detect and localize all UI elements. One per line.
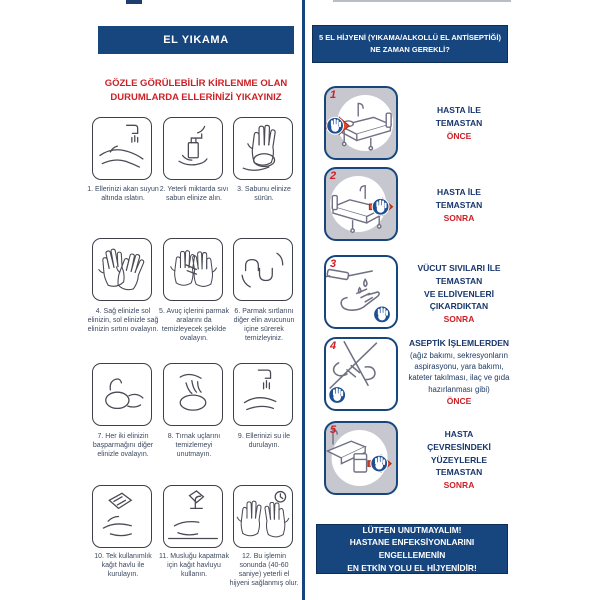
step-11-caption: 11. Musluğu kapatmak için kağıt havluyu kullanın.	[159, 553, 229, 579]
moment-4-line-1: ASEPTİK İŞLEMLERDEN	[408, 338, 510, 348]
moment-5-text	[402, 428, 516, 492]
moment-2-accent: SONRA	[443, 212, 475, 223]
moment-5-line-2: ÇEVRESİNDEKİ	[427, 441, 491, 452]
rub-hand-backs-icon	[93, 239, 151, 300]
reminder-banner	[316, 524, 508, 574]
moment-1-line-2: TEMASTAN	[435, 117, 483, 128]
step-4-figure	[92, 238, 152, 301]
fingertips-scrub-icon	[164, 364, 222, 425]
moment-5-line-1: HASTA	[444, 429, 474, 439]
iv-lines-hands-icon	[326, 339, 396, 409]
moment-2-text	[402, 186, 516, 224]
finger-backs-icon	[234, 239, 292, 300]
moment-4-text	[402, 337, 516, 408]
moment-4-sub-2: aspirasyonu, yara bakımı,	[414, 362, 504, 372]
step-2-figure	[163, 117, 223, 180]
moment-4-figure	[324, 337, 398, 411]
hand-hygiene-badge-icon	[374, 306, 391, 323]
moment-4-sub-1: (ağız bakımı, sekresyonların	[410, 350, 508, 360]
bedside-surfaces-arrow-icon	[326, 423, 396, 493]
right-title-line-1: 5 EL HİJYENİ (YIKAMA/ALKOLLÜ EL ANTİSEPTİĞİ)	[319, 33, 501, 43]
banner-line-3: EN ETKİN YOLU EL HİJYENİDİR!	[347, 562, 477, 573]
banner-line-2: HASTANE ENFEKSİYONLARINI ENGELLEMENİN	[349, 537, 475, 560]
hospital-bed-arrow-toward-icon	[326, 88, 396, 158]
step-8-figure	[163, 363, 223, 426]
moment-2-line-1: HASTA İLE	[437, 187, 481, 197]
step-11-figure	[163, 485, 223, 548]
step-1-figure	[92, 117, 152, 180]
step-8-caption: 8. Tırnak uçlarını temizlemeyi unutmayın.	[167, 433, 221, 459]
moment-1-line-1: HASTA İLE	[437, 105, 481, 115]
moment-5-figure	[324, 421, 398, 495]
step-5-caption: 5. Avuç içlerini parmak aralarını da temizleyecek şekilde ovalayın.	[159, 308, 229, 343]
moment-3-line-2: TEMASTAN	[435, 275, 483, 286]
step-7-caption: 7. Her iki elinizin başparmağını diğer elinizle ovalayın.	[92, 433, 154, 459]
moment-4-accent: ÖNCE	[446, 395, 472, 406]
step-12-figure	[233, 485, 293, 548]
moment-3-accent: SONRA	[443, 314, 475, 324]
step-9-caption: 9. Ellerinizi su ile durulayın.	[237, 433, 291, 450]
towel-close-tap-icon	[164, 486, 222, 547]
moment-2-figure	[324, 167, 398, 241]
moment-1-figure	[324, 86, 398, 160]
moment-4-sub-3: kateter takılması, ilaç ve gıda	[408, 373, 510, 383]
subtitle-line-1: GÖZLE GÖRÜLEBİLİR KİRLENME OLAN	[104, 78, 288, 89]
step-2-caption: 2. Yeterli miktarda sıvı sabun elinize alın.	[159, 186, 229, 203]
moment-1-text	[402, 104, 516, 142]
hospital-bed-arrow-away-icon	[326, 169, 396, 239]
step-9-figure	[233, 363, 293, 426]
moment-4-sub-4: hazırlanması gibi)	[428, 384, 490, 394]
step-5-figure	[163, 238, 223, 301]
hand-hygiene-badge-icon	[327, 117, 344, 134]
subtitle-line-2: DURUMLARDA ELLERİNİZİ YIKAYINIZ	[110, 91, 282, 103]
right-title-line-2: NE ZAMAN GEREKLİ?	[370, 45, 450, 54]
moment-3-figure	[324, 255, 398, 329]
moment-3-text	[402, 262, 516, 326]
soap-dispenser-icon	[164, 118, 222, 179]
moment-5-line-4: TEMASTAN	[435, 467, 483, 478]
moment-2-line-2: TEMASTAN	[435, 199, 483, 210]
left-panel-title-text: EL YIKAMA	[163, 34, 229, 46]
step-3-figure	[233, 117, 293, 180]
moment-5-number: 5	[330, 424, 337, 436]
moment-5-line-3: YÜZEYLERLE	[430, 454, 488, 465]
left-panel-title	[98, 26, 294, 54]
step-12-caption: 12. Bu işlemin sonunda (40-60 saniye) yeterli el hijyeni sağlanmış olur.	[229, 553, 299, 588]
step-6-caption: 6. Parmak sırtlarını diğer elin avucunun içine sürerek temizleyiniz.	[233, 308, 295, 343]
paper-towel-dry-icon	[93, 486, 151, 547]
moment-5-accent: SONRA	[443, 480, 475, 490]
step-6-figure	[233, 238, 293, 301]
interlaced-fingers-icon	[164, 239, 222, 300]
step-1-caption: 1. Ellerinizi akan suyun altında ıslatın.	[87, 186, 159, 203]
moment-3-line-3: VE ELDİVENLERİ	[424, 288, 494, 299]
page-top-remnant-right	[333, 0, 511, 2]
step-10-caption: 10. Tek kullanımlık kağıt havlu ile kurulayın.	[94, 553, 152, 579]
left-panel-subtitle	[84, 77, 308, 105]
step-10-figure	[92, 485, 152, 548]
hand-hygiene-badge-icon	[372, 198, 389, 215]
moment-3-number: 3	[330, 258, 337, 270]
rinse-hands-icon	[234, 364, 292, 425]
banner-line-1: LÜTFEN UNUTMAYALIM!	[362, 524, 462, 535]
moment-4-number: 4	[330, 340, 337, 352]
page-top-remnant-left	[126, 0, 142, 4]
moment-2-number: 2	[330, 170, 337, 182]
moment-1-accent: ÖNCE	[446, 130, 472, 141]
step-7-figure	[92, 363, 152, 426]
wet-hands-under-tap-icon	[93, 118, 151, 179]
hand-hygiene-badge-icon	[371, 455, 388, 472]
moment-3-line-4: ÇIKARDIKTAN	[429, 301, 489, 312]
step-4-caption: 4. Sağ elinizle sol elinizin, sol elinizle sağ elinizin sırtını ovalayın.	[87, 308, 159, 334]
thumb-rub-icon	[93, 364, 151, 425]
moment-3-line-1: VÜCUT SIVILARI İLE	[417, 263, 501, 273]
moment-1-number: 1	[330, 89, 337, 101]
hand-hygiene-badge-icon	[329, 387, 346, 404]
lather-palms-icon	[234, 118, 292, 179]
syringe-glove-drops-icon	[326, 257, 396, 327]
step-3-caption: 3. Sabunu elinize sürün.	[237, 186, 291, 203]
hands-with-clock-icon	[234, 486, 292, 547]
right-panel-title	[312, 25, 508, 63]
